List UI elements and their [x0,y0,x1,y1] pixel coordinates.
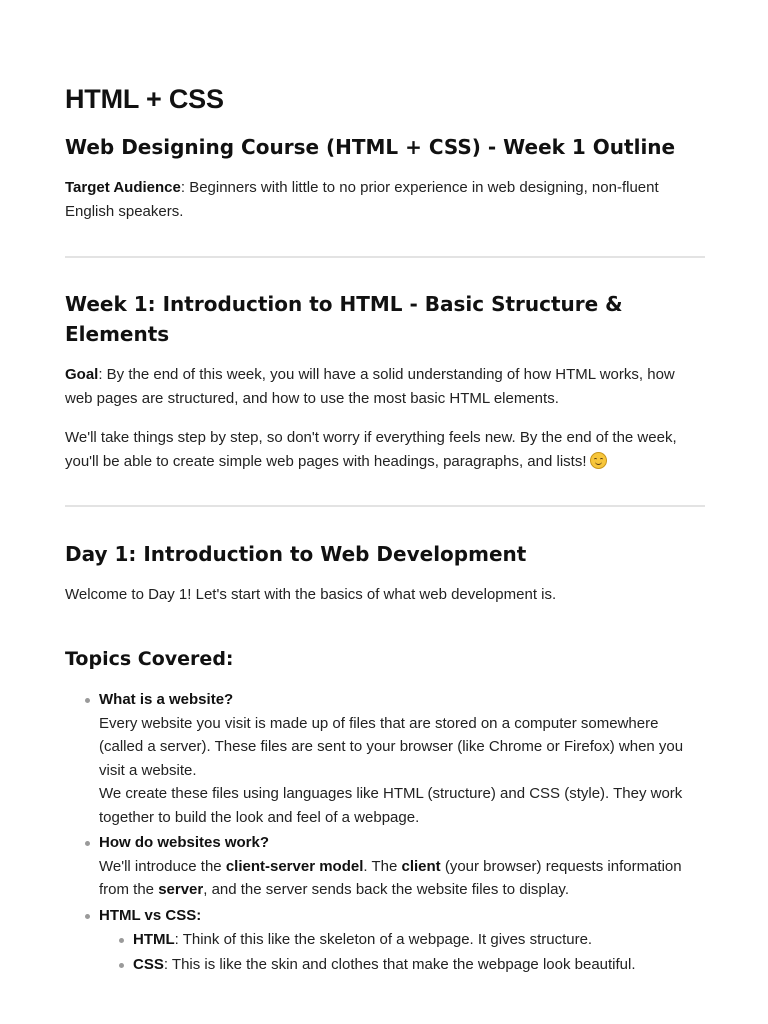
topic-heading: What is a website? [99,691,234,708]
bold-term: server [158,881,204,898]
list-item [65,904,705,978]
list-item [65,831,705,902]
bold-term: HTML [133,931,175,948]
text-run: We'll introduce the [99,857,226,875]
week-title: Week 1: Introduction to HTML - Basic Structure & Elements [65,292,623,346]
topic-text: We create these files using languages like HTML (structure) and CSS (style). They work together to build the look and feel of a webpage. [99,785,683,826]
doc-title: HTML + CSS [65,84,224,114]
topic-text [99,855,705,902]
week-intro-text: We'll take things step by step, so don't worry if everything feels new. By the end of the week, you'll be able to create simple web pages with headings, paragraphs, and lists! [65,429,677,470]
day-title: Day 1: Introduction to Web Development [65,542,527,566]
course-title: Web Designing Course (HTML + CSS) - Week 1 Outline [65,135,676,159]
smiling-face-icon [590,452,607,469]
document-content [65,82,705,977]
divider [65,256,705,258]
divider [65,505,705,507]
list-item [99,927,705,952]
day-welcome-paragraph: Welcome to Day 1! Let's start with the basics of what web development is. [65,586,557,603]
topic-heading: HTML vs CSS: [99,906,202,924]
bold-term: client [401,857,441,875]
text-run: , and the server sends back the website files to display. [203,881,569,898]
goal-paragraph [65,363,705,411]
goal-label: Goal [65,366,99,383]
text-run: . The [363,857,402,875]
week-intro-paragraph [65,426,705,474]
list-item [65,688,705,829]
text-run: : Think of this like the skeleton of a webpage. It gives structure. [174,931,593,948]
topic-heading: How do websites work? [99,834,270,851]
topic-text: Every website you visit is made up of files that are stored on a computer somewhere (called a server). These files are sent to your browser (like Chrome or Firefox) when you visit a website. [99,714,684,779]
text-run: (your browser) requests information from the [99,857,682,898]
topics-list [65,688,705,977]
audience-text: : Beginners with little to no prior experience in web designing, non-fluent English speakers. [65,179,659,220]
bold-term: client-server model [225,857,364,875]
audience-label: Target Audience [65,179,181,196]
bold-term: CSS [133,956,164,973]
sub-list [99,927,705,977]
text-run: : This is like the skin and clothes that make the webpage look beautiful. [163,956,636,973]
goal-text: : By the end of this week, you will have a solid understanding of how HTML works, how web pages are structured, and how to use the most basic HTML elements. [65,366,675,407]
topics-title: Topics Covered: [65,648,234,670]
audience-paragraph [65,176,705,224]
list-item [99,952,705,977]
